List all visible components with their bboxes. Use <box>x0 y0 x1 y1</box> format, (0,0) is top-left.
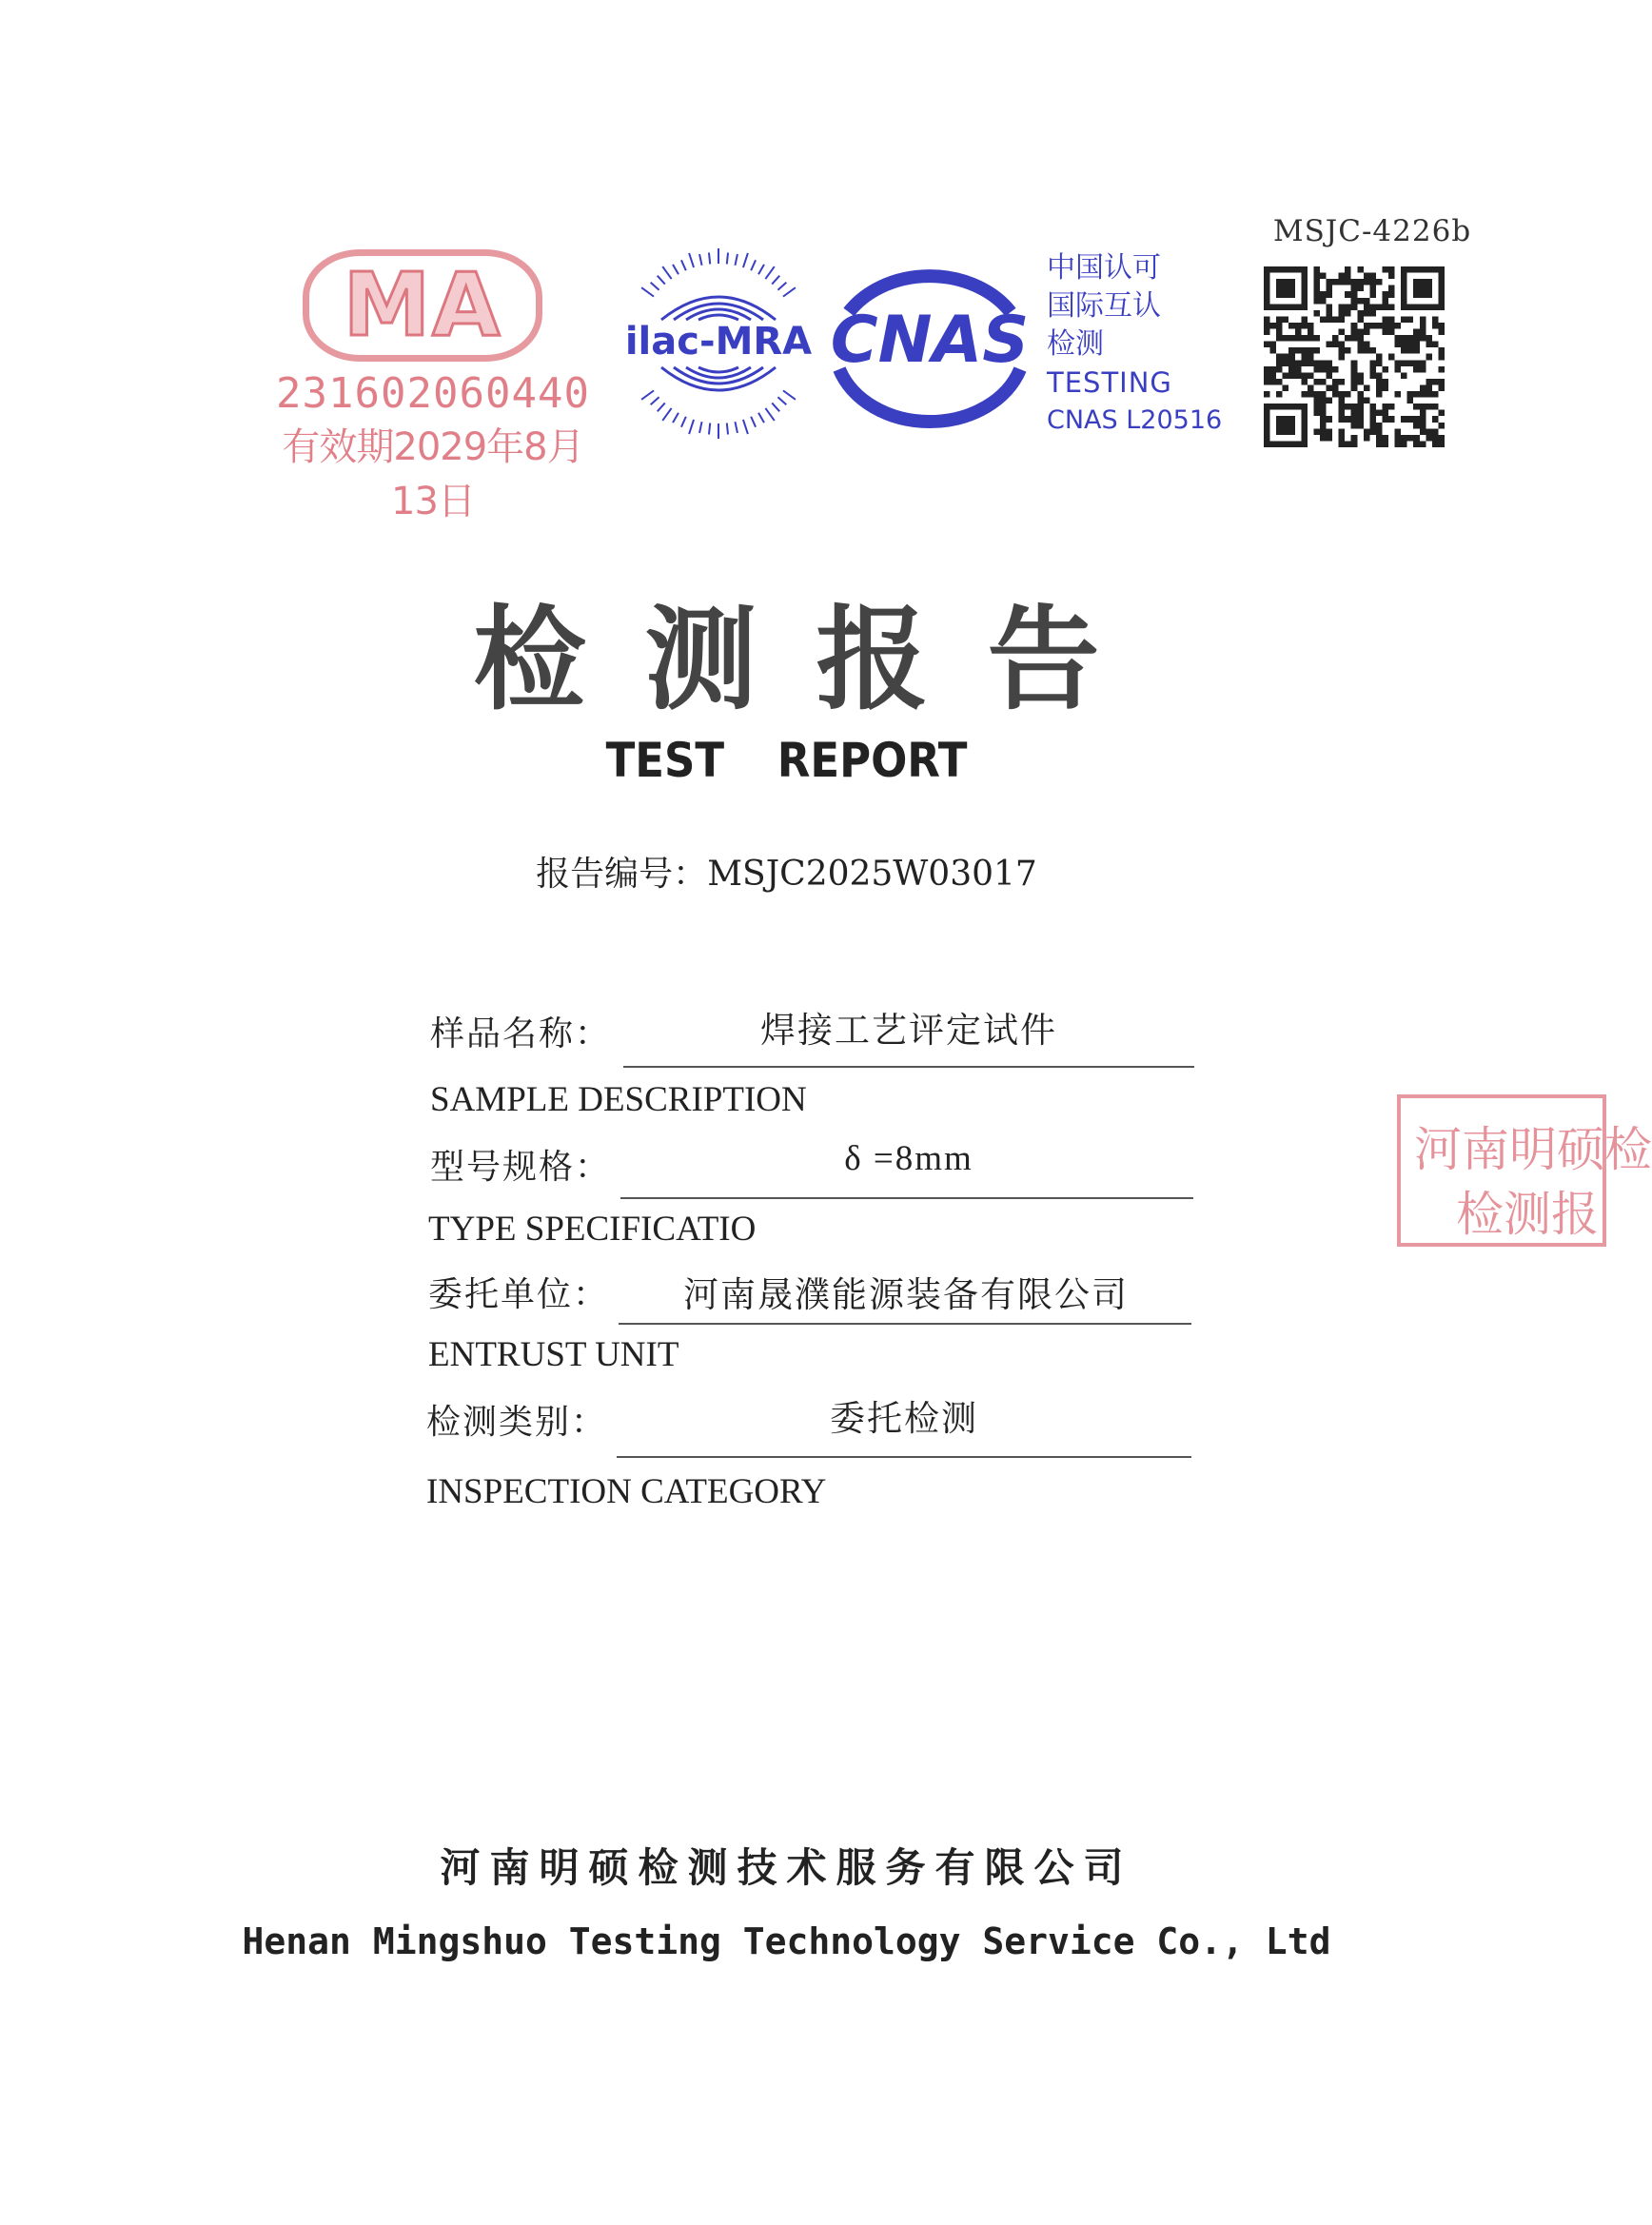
cnas-line-testing: TESTING <box>1047 366 1172 399</box>
field-value-category: 委托检测 <box>830 1398 978 1439</box>
qr-code <box>1264 266 1445 447</box>
field-label-en-type: TYPE SPECIFICATIO <box>428 1210 757 1249</box>
cnas-accreditation-text <box>1047 249 1223 440</box>
field-value-type: δ =8mm <box>844 1139 974 1178</box>
report-title-en: TEST REPORT <box>605 733 968 788</box>
report-title-cn: 检测报告 <box>473 594 1159 725</box>
field-label-sample-name: 样品名称： <box>430 1014 612 1053</box>
field-label-category: 检测类别： <box>426 1403 608 1442</box>
field-label-en-entrust: ENTRUST UNIT <box>428 1335 679 1374</box>
field-underline <box>620 1197 1193 1199</box>
cma-seal-logo <box>303 249 542 362</box>
report-number-value: MSJC2025W03017 <box>707 855 1037 894</box>
field-value-entrust-unit: 河南晟濮能源装备有限公司 <box>683 1274 1129 1315</box>
cma-certificate-number: 231602060440 <box>276 369 590 418</box>
seal-line-2: 检测报 <box>1456 1187 1599 1242</box>
ilac-logo-text: ilac-MRA <box>624 320 813 364</box>
field-underline <box>619 1323 1191 1325</box>
cnas-logo <box>820 255 1039 426</box>
field-label-entrust-unit: 委托单位： <box>428 1275 610 1314</box>
cma-validity-date: 有效期2029年8月13日 <box>282 425 584 523</box>
report-code-top: MSJC-4226b <box>1272 214 1472 248</box>
cnas-line-cn-1: 中国认可 <box>1047 251 1161 285</box>
company-seal-partial <box>1397 1094 1652 1247</box>
field-label-en-category: INSPECTION CATEGORY <box>426 1472 827 1511</box>
cnas-line-cn-3: 检测 <box>1047 327 1104 361</box>
field-underline <box>617 1456 1191 1458</box>
seal-line-1: 河南明硕检 <box>1414 1122 1652 1177</box>
cnas-line-cn-2: 国际互认 <box>1047 289 1161 323</box>
field-underline <box>623 1066 1194 1068</box>
cma-logo-text: MA <box>343 254 502 356</box>
cnas-logo-text: CNAS <box>830 303 1030 378</box>
report-number <box>0 847 1573 896</box>
field-value-sample-name: 焊接工艺评定试件 <box>760 1010 1057 1051</box>
company-name-cn: 河南明硕检测技术服务有限公司 <box>440 1844 1133 1891</box>
ilac-mra-logo <box>619 246 818 436</box>
report-number-label: 报告编号： <box>536 855 708 894</box>
cnas-line-code: CNAS L20516 <box>1047 405 1223 435</box>
field-label-en-sample: SAMPLE DESCRIPTION <box>430 1080 807 1119</box>
company-name-en: Henan Mingshuo Testing Technology Service Co., Ltd <box>242 1920 1331 1962</box>
field-label-type: 型号规格： <box>430 1148 612 1187</box>
